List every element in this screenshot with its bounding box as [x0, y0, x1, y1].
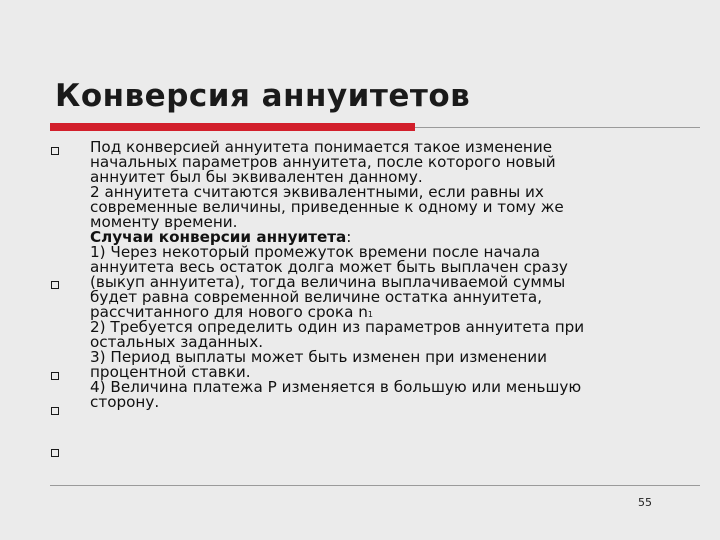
slide-title: Конверсия аннуитетов — [55, 78, 471, 114]
bullet-square-icon — [51, 147, 59, 155]
page-number: 55 — [638, 496, 652, 509]
body-line: аннуитета весь остаток долга может быть выплачен сразу — [90, 258, 568, 276]
bullet-square-icon — [51, 407, 59, 415]
body-line-text: рассчитанного для нового срока n — [90, 303, 368, 321]
body-line: Под конверсией аннуитета понимается такое изменение — [90, 138, 553, 156]
title-accent-bar — [50, 123, 415, 131]
body-line: 3) Период выплаты может быть изменен при изменении — [90, 348, 548, 366]
bullet-square-icon — [51, 449, 59, 457]
body-line: аннуитет был бы эквивалентен данному. — [90, 168, 423, 186]
slide-body — [90, 140, 680, 410]
body-line: будет равна современной величине остатка аннуитета, — [90, 288, 543, 306]
body-line: сторону. — [90, 393, 160, 411]
body-line: остальных заданных. — [90, 333, 264, 351]
body-line: начальных параметров аннуитета, после которого новый — [90, 153, 556, 171]
body-line: современные величины, приведенные к одному и тому же — [90, 198, 564, 216]
body-line: 2) Требуется определить один из параметров аннуитета при — [90, 318, 585, 336]
body-line: (выкуп аннуитета), тогда величина выплачиваемой суммы — [90, 273, 566, 291]
body-line: 1) Через некоторый промежуток времени после начала — [90, 243, 541, 261]
body-line: моменту времени. — [90, 213, 238, 231]
body-line: 4) Величина платежа Р изменяется в большую или меньшую — [90, 378, 582, 396]
subscript-index: 1 — [367, 310, 373, 319]
cases-heading-text: Случаи конверсии аннуитета — [90, 228, 347, 246]
body-line: 2 аннуитета считаются эквивалентными, если равны их — [90, 183, 544, 201]
bullet-square-icon — [51, 281, 59, 289]
body-line: процентной ставки. — [90, 363, 251, 381]
cases-heading-colon: : — [346, 228, 352, 246]
bullet-square-icon — [51, 372, 59, 380]
footer-divider — [50, 485, 700, 486]
